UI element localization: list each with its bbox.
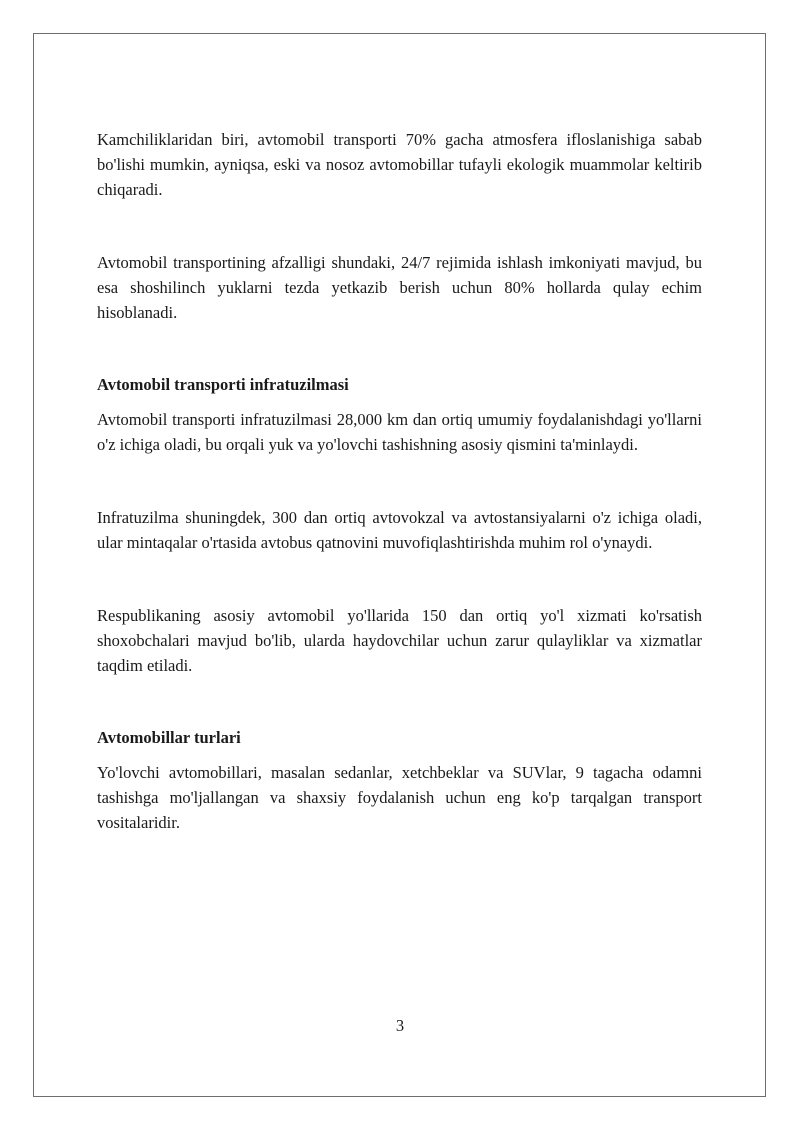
paragraph-roads: Avtomobil transporti infratuzilmasi 28,000 km dan ortiq umumiy foydalanishdagi yo'llarni o'z ichiga oladi, bu orqali yuk va yo'lovchi tashishning asosiy qismini ta'minlaydi. (97, 410, 702, 454)
paragraph-service-points: Respublikaning asosiy avtomobil yo'llarida 150 dan ortiq yo'l xizmati ko'rsatish shoxobchalari mavjud bo'lib, ularda haydovchilar uchun zarur qulayliklar va xizmatlar taqdim etiladi. (97, 606, 702, 675)
page-number: 3 (395, 1016, 405, 1035)
paragraph-stations: Infratuzilma shuningdek, 300 dan ortiq avtovokzal va avtostansiyalarni o'z ichiga oladi, ular mintaqalar o'rtasida avtobus qatnovini muvofiqlashtirishda muhim rol o'ynaydi. (97, 508, 702, 552)
paragraph-advantage: Avtomobil transportining afzalligi shundaki, 24/7 rejimida ishlash imkoniyati mavjud, bu esa shoshilinch yuklarni tezda yetkazib berish uchun 80% hollarda qulay echim hisoblanadi. (97, 253, 702, 322)
paragraph-passenger-cars: Yo'lovchi avtomobillari, masalan sedanlar, xetchbeklar va SUVlar, 9 tagacha odamni tashishga mo'ljallangan va shaxsiy foydalanish uchun eng ko'p tarqalgan transport vositalaridir. (97, 763, 702, 832)
paragraph-pollution: Kamchiliklaridan biri, avtomobil transporti 70% gacha atmosfera ifloslanishiga sabab bo'lishi mumkin, ayniqsa, eski va nosoz avtomobillar tufayli ekologik muammolar keltirib chiqaradi. (97, 130, 702, 199)
page-body (97, 127, 702, 835)
section-heading-vehicle-types: Avtomobillar turlari (97, 728, 241, 747)
section-heading-infrastructure: Avtomobil transporti infratuzilmasi (97, 375, 349, 394)
